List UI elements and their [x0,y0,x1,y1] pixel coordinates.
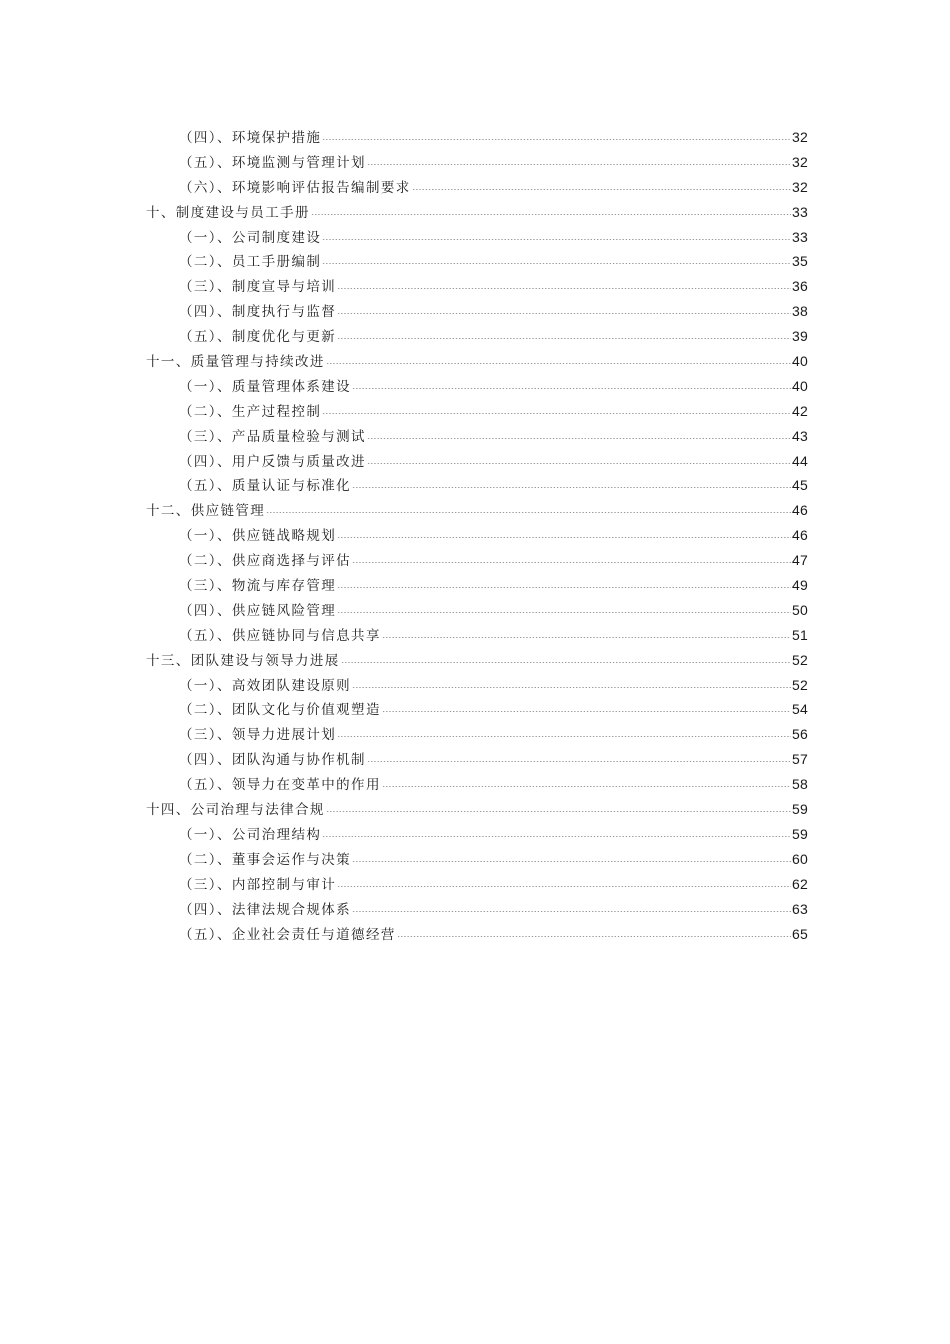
table-of-contents [146,125,808,946]
toc-entry-title: （三）、物流与库存管理 [179,578,337,595]
toc-dot-leader [266,512,791,513]
toc-section-entry[interactable] [146,897,808,922]
toc-dot-leader [382,786,791,787]
toc-dot-leader [352,487,791,488]
toc-dot-leader [322,239,791,240]
toc-section-entry[interactable] [146,225,808,250]
toc-dot-leader [326,811,791,812]
toc-entry-title: （三）、制度宣导与培训 [179,279,337,296]
toc-section-entry[interactable] [146,299,808,324]
toc-chapter-entry[interactable] [146,200,808,225]
toc-page-number: 49 [792,577,808,594]
toc-entry-title: （二）、供应商选择与评估 [179,553,352,570]
toc-page-number: 42 [792,402,808,419]
toc-section-entry[interactable] [146,697,808,722]
toc-section-entry[interactable] [146,374,808,399]
toc-dot-leader [322,836,791,837]
toc-dot-leader [367,463,791,464]
toc-section-entry[interactable] [146,922,808,947]
toc-section-entry[interactable] [146,623,808,648]
toc-page-number: 43 [792,427,808,444]
toc-page-number: 40 [792,353,808,370]
toc-dot-leader [322,413,791,414]
toc-entry-title: （五）、制度优化与更新 [179,329,337,346]
toc-section-entry[interactable] [146,822,808,847]
toc-section-entry[interactable] [146,573,808,598]
toc-dot-leader [337,612,791,613]
toc-section-entry[interactable] [146,548,808,573]
toc-dot-leader [337,886,791,887]
toc-entry-title: （三）、领导力进展计划 [179,727,337,744]
toc-section-entry[interactable] [146,523,808,548]
toc-entry-title: （一）、公司治理结构 [179,826,322,843]
toc-page-number: 32 [792,178,808,195]
toc-entry-title: （一）、供应链战略规划 [179,528,337,545]
toc-section-entry[interactable] [146,598,808,623]
toc-entry-title: （二）、团队文化与价值观塑造 [179,702,381,719]
toc-dot-leader [337,288,791,289]
toc-dot-leader [337,587,791,588]
toc-dot-leader [311,214,791,215]
toc-page-number: 40 [792,377,808,394]
toc-entry-title: （五）、领导力在变革中的作用 [179,777,381,794]
toc-page-number: 35 [792,253,808,270]
toc-entry-title: （四）、供应链风险管理 [179,602,337,619]
toc-entry-title: 十一、质量管理与持续改进 [146,354,325,371]
toc-dot-leader [337,736,791,737]
toc-page-number: 56 [792,726,808,743]
toc-dot-leader [367,761,791,762]
toc-page-number: 32 [792,129,808,145]
toc-page-number: 33 [792,203,808,220]
toc-entry-title: 十、制度建设与员工手册 [146,204,310,221]
toc-page-number: 33 [792,228,808,245]
toc-chapter-entry[interactable] [146,797,808,822]
toc-section-entry[interactable] [146,722,808,747]
toc-page-number: 59 [792,801,808,818]
toc-dot-leader [326,363,791,364]
toc-section-entry[interactable] [146,249,808,274]
toc-entry-title: （二）、员工手册编制 [179,254,322,271]
toc-dot-leader [337,537,791,538]
toc-section-entry[interactable] [146,150,808,175]
toc-entry-title: 十四、公司治理与法律合规 [146,802,325,819]
toc-page-number: 36 [792,278,808,295]
toc-dot-leader [341,662,791,663]
toc-entry-title: （四）、环境保护措施 [179,130,322,146]
toc-page-number: 46 [792,502,808,519]
toc-page-number: 59 [792,825,808,842]
toc-page-number: 46 [792,527,808,544]
toc-entry-title: 十二、供应链管理 [146,503,266,520]
toc-section-entry[interactable] [146,872,808,897]
toc-page-number: 50 [792,601,808,618]
toc-dot-leader [382,637,791,638]
toc-chapter-entry[interactable] [146,648,808,673]
toc-section-entry[interactable] [146,125,808,150]
toc-page-number: 39 [792,328,808,345]
toc-page-number: 62 [792,875,808,892]
toc-page-number: 52 [792,676,808,693]
toc-entry-title: （二）、生产过程控制 [179,403,322,420]
toc-section-entry[interactable] [146,399,808,424]
toc-dot-leader [352,562,791,563]
toc-page-number: 38 [792,303,808,320]
toc-dot-leader [352,388,791,389]
toc-entry-title: （三）、产品质量检验与测试 [179,428,366,445]
toc-page-number: 52 [792,651,808,668]
toc-page-number: 63 [792,900,808,917]
toc-entry-title: （一）、高效团队建设原则 [179,677,352,694]
toc-dot-leader [337,313,791,314]
toc-dot-leader [367,438,791,439]
toc-chapter-entry[interactable] [146,498,808,523]
toc-section-entry[interactable] [146,175,808,200]
toc-dot-leader [352,687,791,688]
toc-page-number: 51 [792,626,808,643]
toc-page-number: 58 [792,776,808,793]
toc-chapter-entry[interactable] [146,349,808,374]
toc-section-entry[interactable] [146,324,808,349]
toc-entry-title: （四）、团队沟通与协作机制 [179,752,366,769]
toc-section-entry[interactable] [146,673,808,698]
toc-page-number: 45 [792,477,808,494]
toc-dot-leader [352,861,791,862]
toc-dot-leader [382,711,791,712]
toc-entry-title: 十三、团队建设与领导力进展 [146,652,340,669]
toc-section-entry[interactable] [146,274,808,299]
toc-page-number: 47 [792,552,808,569]
toc-dot-leader [397,936,791,937]
toc-entry-title: （二）、董事会运作与决策 [179,851,352,868]
toc-entry-title: （四）、制度执行与监督 [179,304,337,321]
toc-dot-leader [352,911,791,912]
toc-page-number: 60 [792,850,808,867]
toc-section-entry[interactable] [146,424,808,449]
toc-entry-title: （五）、环境监测与管理计划 [179,154,366,171]
toc-entry-title: （五）、质量认证与标准化 [179,478,352,495]
toc-entry-title: （一）、公司制度建设 [179,229,322,246]
toc-dot-leader [337,338,791,339]
toc-page-number: 65 [792,925,808,942]
toc-dot-leader [367,164,791,165]
toc-entry-title: （六）、环境影响评估报告编制要求 [179,179,411,196]
toc-dot-leader [322,139,791,140]
toc-page-number: 44 [792,452,808,469]
toc-section-entry[interactable] [146,473,808,498]
toc-entry-title: （五）、企业社会责任与道德经营 [179,926,396,943]
toc-section-entry[interactable] [146,449,808,474]
toc-section-entry[interactable] [146,772,808,797]
toc-entry-title: （五）、供应链协同与信息共享 [179,627,381,644]
toc-page-number: 57 [792,751,808,768]
toc-entry-title: （四）、用户反馈与质量改进 [179,453,366,470]
toc-page-number: 54 [792,701,808,718]
toc-entry-title: （三）、内部控制与审计 [179,876,337,893]
toc-section-entry[interactable] [146,847,808,872]
toc-section-entry[interactable] [146,747,808,772]
toc-entry-title: （四）、法律法规合规体系 [179,901,352,918]
toc-dot-leader [412,189,791,190]
toc-page-number: 32 [792,153,808,170]
toc-dot-leader [322,263,791,264]
toc-entry-title: （一）、质量管理体系建设 [179,378,352,395]
